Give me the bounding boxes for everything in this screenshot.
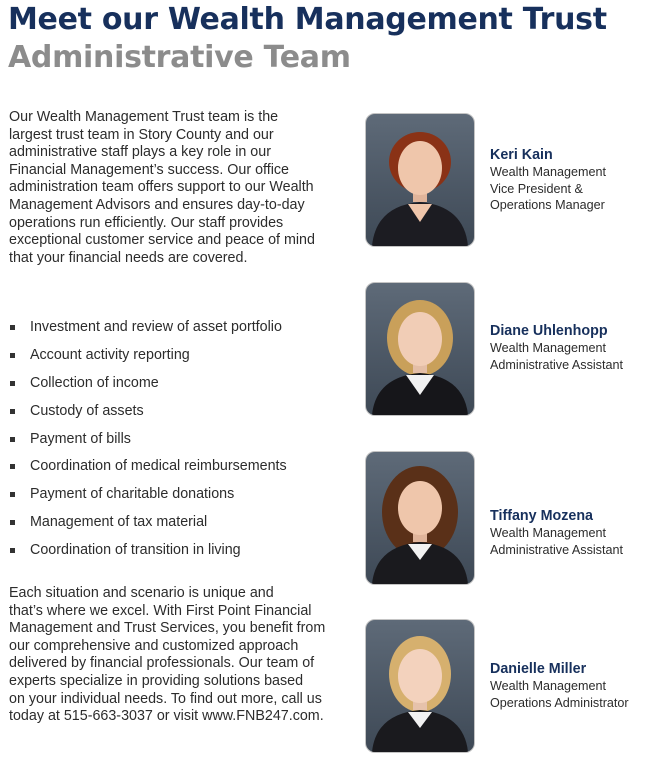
- portrait-icon: [366, 620, 474, 752]
- closing-line: Each situation and scenario is unique and: [9, 585, 274, 601]
- closing-line: that’s where we excel. With First Point Financial: [9, 602, 312, 619]
- closing-paragraph: [9, 585, 349, 726]
- list-item: [9, 457, 287, 485]
- list-item-label: Payment of charitable donations: [30, 486, 235, 503]
- services-list: [9, 318, 287, 569]
- bullet-icon: [10, 409, 15, 414]
- member-title-line: Operations Manager: [490, 198, 605, 212]
- portrait-photo: [365, 282, 475, 416]
- member-info: [490, 507, 650, 558]
- member-title: [490, 525, 650, 558]
- intro-line: largest trust team in Story County and our: [9, 126, 274, 143]
- list-item: [9, 318, 287, 346]
- member-title-line: Wealth Management: [490, 165, 606, 179]
- bullet-icon: [10, 437, 15, 442]
- list-item: [9, 541, 287, 569]
- list-item: [9, 402, 287, 430]
- intro-line: administrative staff plays a key role in our: [9, 144, 271, 161]
- intro-line: that your financial needs are covered.: [9, 249, 248, 266]
- closing-line: Management and Trust Services, you benefit from: [9, 620, 326, 637]
- bullet-icon: [10, 520, 15, 525]
- bullet-icon: [10, 464, 15, 469]
- member-title-line: Wealth Management: [490, 526, 606, 540]
- bullet-icon: [10, 325, 15, 330]
- closing-line: on your individual needs. To find out more, call us: [9, 690, 322, 707]
- page-subtitle: Administrative Team: [8, 40, 351, 75]
- intro-line: operations run efficiently. Our staff provides: [9, 214, 284, 231]
- intro-paragraph: [9, 109, 349, 267]
- bullet-icon: [10, 492, 15, 497]
- bullet-icon: [10, 353, 15, 358]
- portrait-icon: [366, 452, 474, 584]
- member-title-line: Operations Administrator: [490, 695, 629, 710]
- list-item: [9, 485, 287, 513]
- member-name: Tiffany Mozena: [490, 508, 594, 524]
- member-info: [490, 146, 650, 214]
- list-item-label: Investment and review of asset portfolio: [30, 319, 282, 335]
- intro-line: Financial Management’s success. Our office: [9, 161, 289, 178]
- member-title: [490, 678, 650, 711]
- member-title-line: Administrative Assistant: [490, 542, 623, 557]
- member-title-line: Wealth Management: [490, 341, 606, 355]
- list-item-label: Account activity reporting: [30, 346, 190, 363]
- list-item-label: Coordination of medical reimbursements: [30, 458, 287, 475]
- portrait-photo: [365, 451, 475, 585]
- bullet-icon: [10, 548, 15, 553]
- intro-line: Our Wealth Management Trust team is the: [9, 109, 279, 125]
- member-title: [490, 340, 650, 373]
- portrait-photo: [365, 619, 475, 753]
- member-info: [490, 322, 650, 373]
- list-item: [9, 374, 287, 402]
- list-item-label: Custody of assets: [30, 402, 144, 419]
- intro-line: administration team offers support to our Wealth: [9, 179, 314, 196]
- list-item-label: Management of tax material: [30, 514, 208, 531]
- portrait-icon: [366, 114, 474, 246]
- intro-line: exceptional customer service and peace of mind: [9, 232, 315, 249]
- page-title: Meet our Wealth Management Trust: [8, 2, 607, 37]
- member-info: [490, 660, 650, 711]
- member-title-line: Wealth Management: [490, 679, 606, 693]
- list-item-label: Payment of bills: [30, 430, 131, 447]
- portrait-icon: [366, 283, 474, 415]
- portrait-photo: [365, 113, 475, 247]
- closing-line: our comprehensive and customized approach: [9, 637, 299, 654]
- member-name: Keri Kain: [490, 147, 553, 163]
- list-item-label: Coordination of transition in living: [30, 542, 241, 559]
- intro-line: Management Advisors and ensures day-to-day: [9, 196, 305, 213]
- member-name: Danielle Miller: [490, 661, 587, 677]
- closing-line: experts specialize in providing solutions based: [9, 672, 304, 689]
- list-item-label: Collection of income: [30, 374, 159, 391]
- bullet-icon: [10, 381, 15, 386]
- member-name: Diane Uhlenhopp: [490, 323, 608, 339]
- list-item: [9, 513, 287, 541]
- list-item: [9, 430, 287, 458]
- list-item: [9, 346, 287, 374]
- member-title: [490, 164, 650, 214]
- member-title-line: Administrative Assistant: [490, 357, 623, 372]
- member-title-line: Vice President &: [490, 181, 583, 196]
- closing-line: delivered by financial professionals. Our team of: [9, 655, 315, 672]
- closing-line: today at 515-663-3037 or visit www.FNB247.com.: [9, 708, 324, 725]
